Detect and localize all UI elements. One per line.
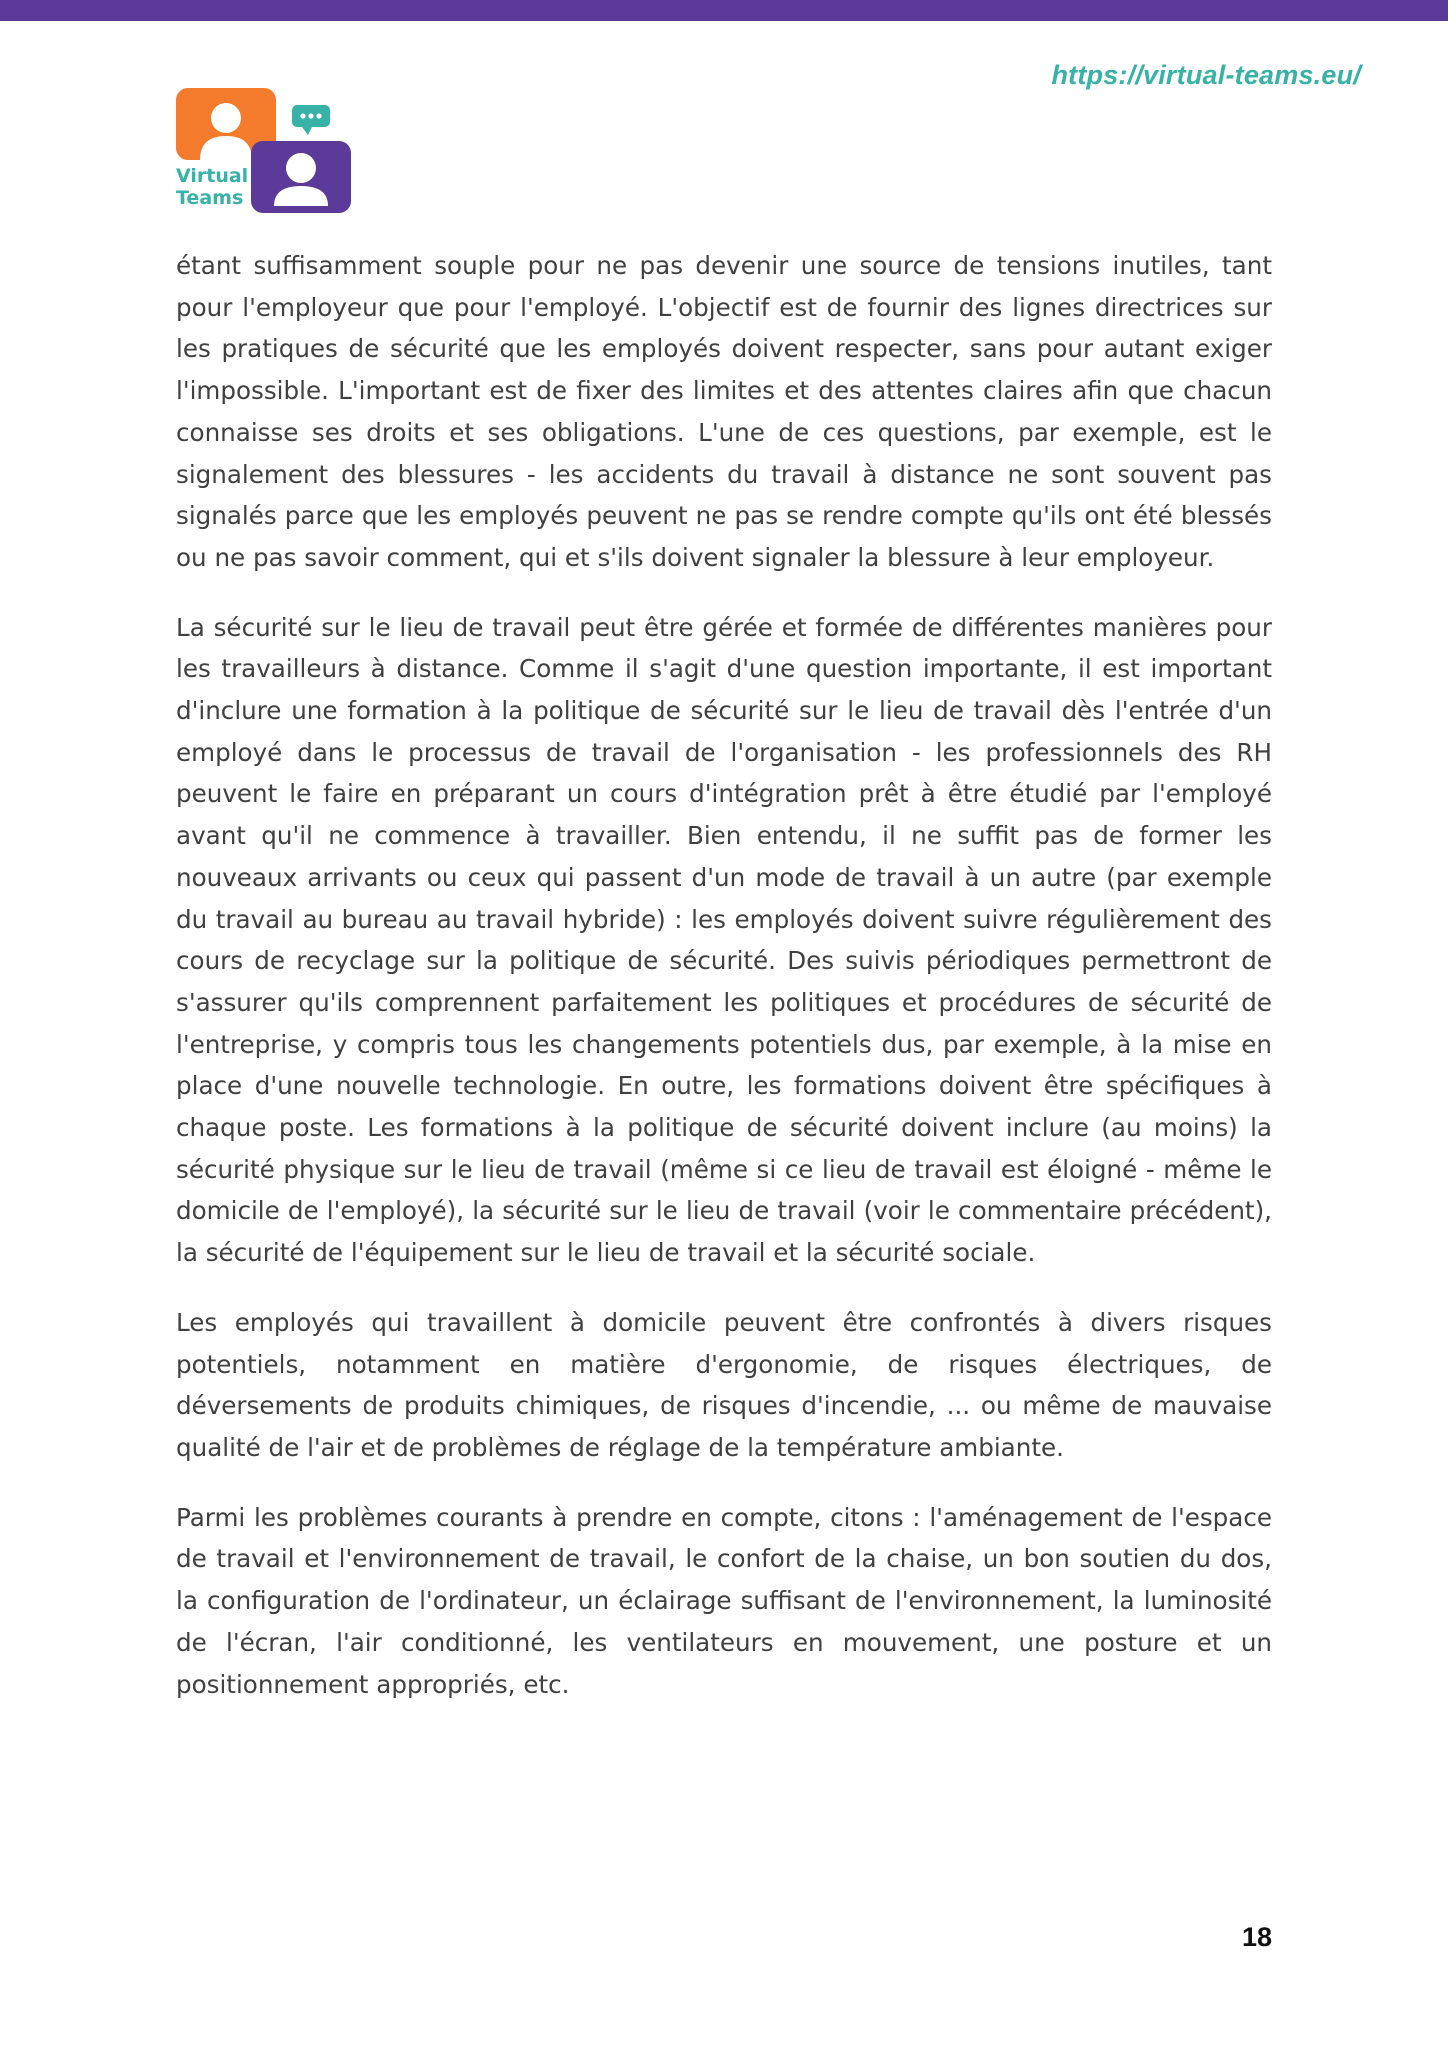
- document-body: [176, 245, 1272, 1733]
- logo-wordmark: [176, 165, 248, 209]
- paragraph: étant suffisamment souple pour ne pas devenir une source de tensions inutiles, tant pour l'employeur que pour l'employé. L'objectif est de fournir des lignes directrices sur les pratiques de sécurité que les employés doivent respecter, sans pour autant exiger l'impossible. L'important est de fixer des limites et des attentes claires afin que chacun connaisse ses droits et ses obligations. L'une de ces questions, par exemple, est le signalement des blessures - les accidents du travail à distance ne sont souvent pas signalés parce que les employés peuvent ne pas se rendre compte qu'ils ont été blessés ou ne pas savoir comment, qui et s'ils doivent signaler la blessure à leur employeur.: [176, 251, 1272, 572]
- top-accent-bar: [0, 0, 1448, 21]
- logo-line-1: Virtual: [176, 165, 249, 187]
- paragraph: La sécurité sur le lieu de travail peut être gérée et formée de différentes manières pour les travailleurs à distance. Comme il s'agit d'une question importante, il est important d'inclure une formation à la politique de sécurité sur le lieu de travail dès l'entrée d'un employé dans le processus de travail de l'organisation - les professionnels des RH peuvent le faire en préparant un cours d'intégration prêt à être étudié par l'employé avant qu'il ne commence à travailler. Bien entendu, il ne suffit pas de former les nouveaux arrivants ou ceux qui passent d'un mode de travail à un autre (par exemple du travail au bureau au travail hybride) : les employés doivent suivre régulièrement des cours de recyclage sur la politique de sécurité. Des suivis périodiques permettront de s'assurer qu'ils comprennent parfaitement les politiques et procédures de sécurité de l'entreprise, y compris tous les changements potentiels dus, par exemple, à la mise en place d'une nouvelle technologie. En outre, les formations doivent être spécifiques à chaque poste. Les formations à la politique de sécurité doivent inclure (au moins) la sécurité physique sur le lieu de travail (même si ce lieu de travail est éloigné - même le domicile de l'employé), la sécurité sur le lieu de travail (voir le commentaire précédent), la sécurité de l'équipement sur le lieu de travail et la sécurité sociale.: [176, 612, 1272, 1268]
- paragraph: Les employés qui travaillent à domicile peuvent être confrontés à divers risques potentiels, notamment en matière d'ergonomie, de risques électriques, de déversements de produits chimiques, de risques d'incendie, ... ou même de mauvaise qualité de l'air et de problèmes de réglage de la température ambiante.: [176, 1307, 1272, 1462]
- site-url-link[interactable]: https://virtual-teams.eu/: [1051, 60, 1361, 90]
- logo-line-2: Teams: [176, 187, 244, 209]
- virtual-teams-logo: [176, 88, 352, 214]
- page-number: 18: [1241, 1922, 1272, 1952]
- paragraph: Parmi les problèmes courants à prendre en compte, citons : l'aménagement de l'espace de travail et l'environnement de travail, le confort de la chaise, un bon soutien du dos, la configuration de l'ordinateur, un éclairage suffisant de l'environnement, la luminosité de l'écran, l'air conditionné, les ventilateurs en mouvement, une posture et un positionnement appropriés, etc.: [176, 1502, 1272, 1699]
